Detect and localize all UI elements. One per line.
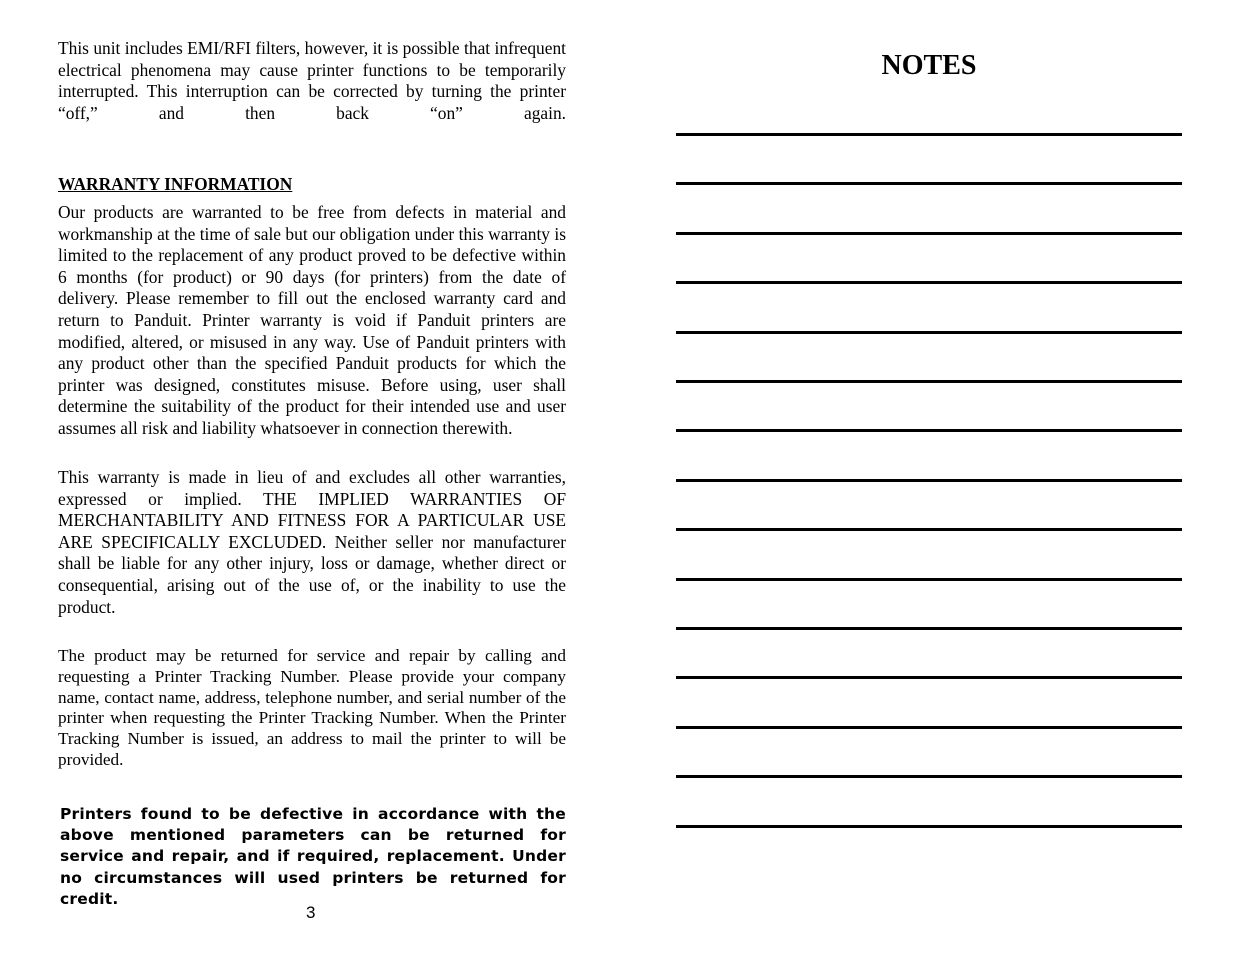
warranty-paragraph-2: This warranty is made in lieu of and excludes all other warranties, expressed or implied. THE IMPLIED WARRANTIES OF MERCHANTABILITY AND FITNESS FOR A PARTICULAR USE ARE SPECIFICALLY EXCLUDED. Neither seller nor manufacturer shall be liable for any other injury, loss or damage, whether direct or consequential, arising out of the use of, or the inability to use the product. [58, 467, 566, 617]
warranty-paragraph-1: Our products are warranted to be free from defects in material and workmanship at the time of sale but our obligation under this warranty is limited to the replacement of any product proved to be defective within 6 months (for product) or 90 days (for printers) from the date of delivery. Please remember to fill out the enclosed warranty card and return to Panduit. Printer warranty is void if Panduit printers are modified, altered, or misused in any way. Use of Panduit printers with any product other than the specified Panduit products for which the printer was designed, constitutes misuse. Before using, user shall determine the suitability of the product for their intended use and user assumes all risk and liability whatsoever in connection therewith. [58, 202, 566, 438]
note-line [676, 232, 1182, 235]
warranty-heading: WARRANTY INFORMATION [58, 174, 293, 194]
note-line [676, 726, 1182, 729]
intro-paragraph: This unit includes EMI/RFI filters, however, it is possible that infrequent electrical phenomena may cause printer functions to be temporarily interrupted. This interruption can be corrected by turning the printer “off,” and then back “on” again. [58, 38, 566, 123]
note-line [676, 281, 1182, 284]
note-line [676, 578, 1182, 581]
note-line [676, 182, 1182, 185]
page-number: 3 [306, 903, 316, 922]
warranty-paragraph-4: Printers found to be defective in accordance with the above mentioned parameters can be returned for service and repair, and if required, replacement. Under no circumstances will used printers be returned for credit. [60, 805, 566, 908]
notes-title: NOTES [881, 50, 977, 81]
warranty-paragraph-3: The product may be returned for service and repair by calling and requesting a Printer Tracking Number. Please provide your company name, contact name, address, telephone number, and serial number of the printer when requesting the Printer Tracking Number. When the Printer Tracking Number is issued, an address to mail the printer to will be provided. [58, 646, 566, 769]
left-page [58, 38, 566, 908]
note-line [676, 676, 1182, 679]
note-line [676, 775, 1182, 778]
note-line [676, 380, 1182, 383]
note-line [676, 429, 1182, 432]
note-line [676, 133, 1182, 136]
note-line [676, 479, 1182, 482]
note-line [676, 528, 1182, 531]
note-line [676, 627, 1182, 630]
note-line [676, 331, 1182, 334]
note-line [676, 825, 1182, 828]
